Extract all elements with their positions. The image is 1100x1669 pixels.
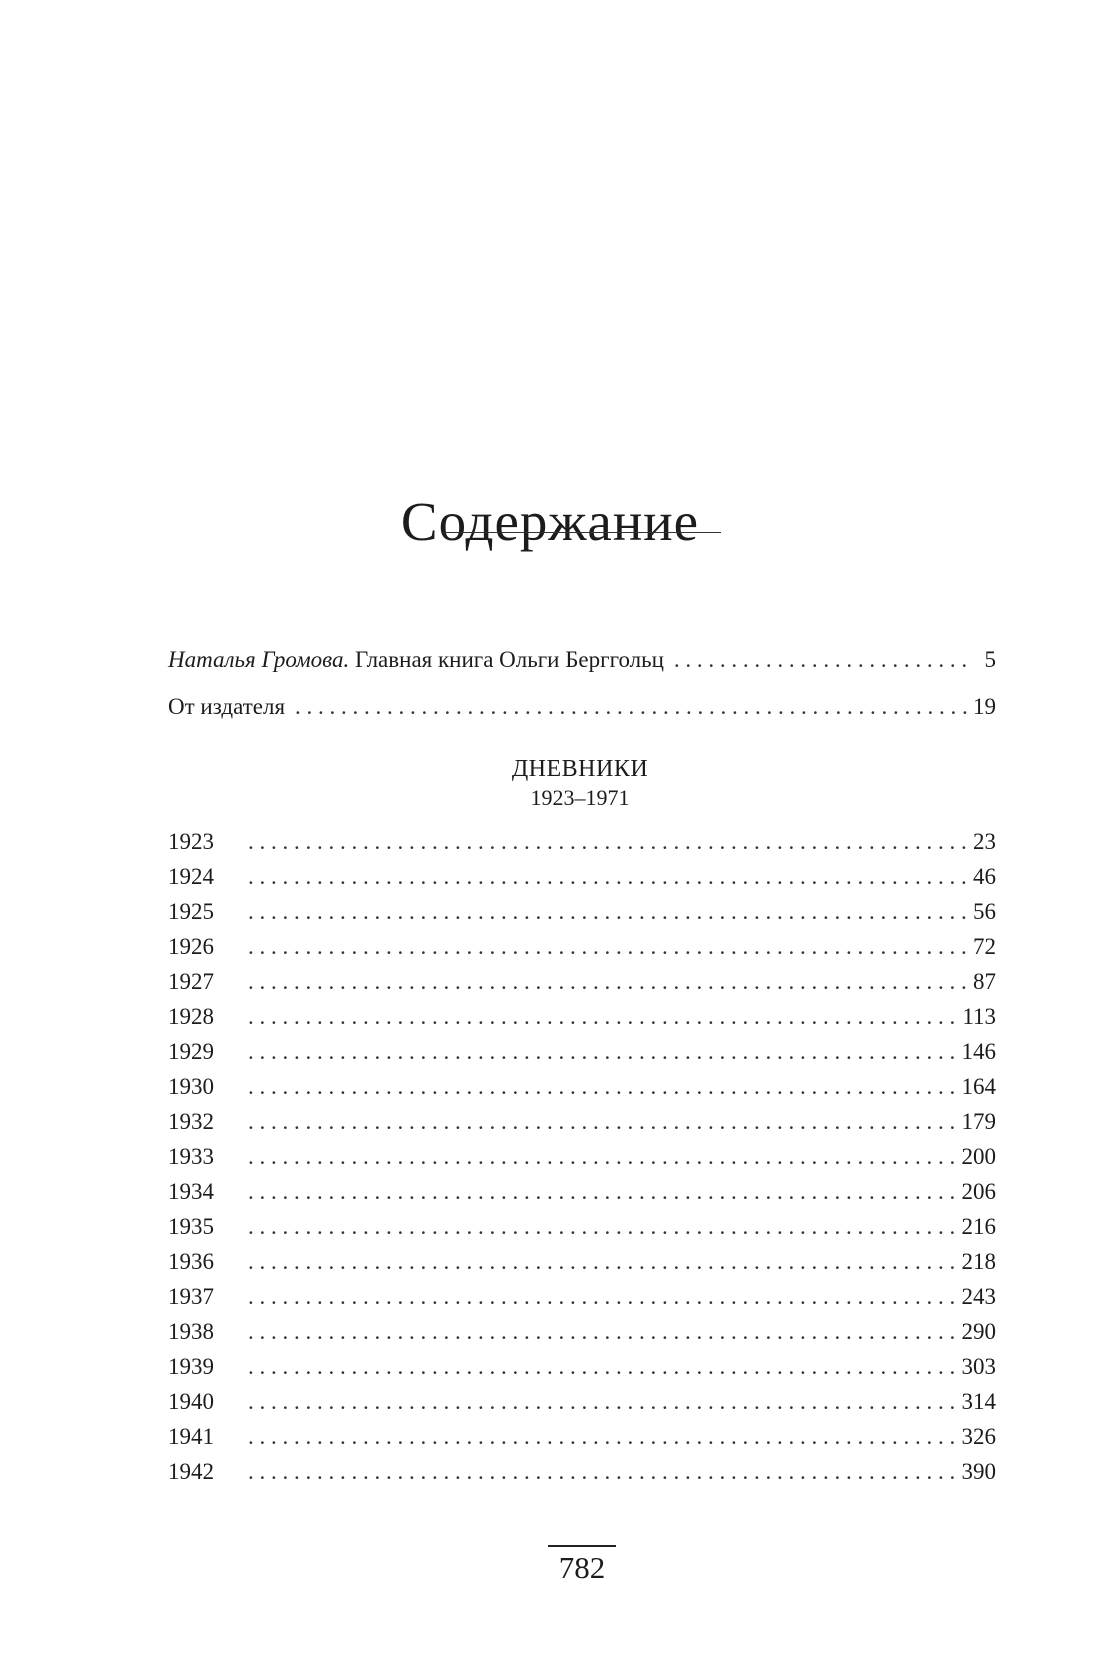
dot-leader: [248, 1072, 958, 1102]
toc-entry-page: 72: [973, 934, 996, 959]
dot-leader: [248, 1002, 958, 1032]
dot-leader: [248, 1387, 958, 1417]
toc-entry-year[interactable]: [168, 1422, 996, 1452]
toc-entry-page: 200: [961, 1144, 996, 1169]
toc-entry-year-label: 1928: [168, 1004, 214, 1029]
toc-entry-page: 113: [962, 1004, 996, 1029]
toc-entry-year-label: 1933: [168, 1144, 214, 1169]
toc-entry-year[interactable]: [168, 1247, 996, 1277]
toc-entry-year[interactable]: [168, 1212, 996, 1242]
toc-entry-year[interactable]: [168, 1142, 996, 1172]
toc-entry-year-label: 1934: [168, 1179, 214, 1204]
toc-entry-year-label: 1942: [168, 1459, 214, 1484]
folio-rule: [548, 1545, 616, 1547]
toc-entry-year[interactable]: [168, 1317, 996, 1347]
toc-entry-intro[interactable]: [168, 645, 996, 675]
dot-leader: [248, 1317, 958, 1347]
toc-entry-year[interactable]: [168, 1177, 996, 1207]
dot-leader: [248, 967, 969, 997]
dot-leader: [248, 1457, 958, 1487]
toc-entry-year[interactable]: [168, 1072, 996, 1102]
dot-leader: [248, 827, 969, 857]
toc-entry-year[interactable]: [168, 1107, 996, 1137]
dot-leader: [248, 932, 969, 962]
page-title: Содержание: [400, 490, 700, 552]
toc-entry-year[interactable]: [168, 1387, 996, 1417]
toc-entry-page: 303: [961, 1354, 996, 1379]
toc-entry-title: Главная книга Ольги Берггольц: [355, 647, 664, 672]
section-heading: ДНЕВНИКИ: [511, 756, 649, 782]
dot-leader: [248, 1212, 958, 1242]
toc-entry-year[interactable]: [168, 1457, 996, 1487]
toc-entry-year-label: 1937: [168, 1284, 214, 1309]
toc-entry-year-label: 1940: [168, 1389, 214, 1414]
toc-entry-year-label: 1939: [168, 1354, 214, 1379]
toc-entry-year-label: 1936: [168, 1249, 214, 1274]
dot-leader: [248, 1037, 958, 1067]
section-subheading: 1923–1971: [530, 785, 630, 810]
dot-leader: [248, 1282, 958, 1312]
dot-leader: [295, 692, 969, 722]
dot-leader: [248, 1247, 958, 1277]
toc-entry-page: 146: [961, 1039, 996, 1064]
toc-entry-year[interactable]: [168, 827, 996, 857]
toc-entry-year[interactable]: [168, 1352, 996, 1382]
dot-leader: [248, 862, 969, 892]
toc-entry-page: 164: [961, 1074, 996, 1099]
toc-entry-page: 56: [973, 899, 996, 924]
title-rule: [443, 532, 721, 533]
toc-entry-year-label: 1938: [168, 1319, 214, 1344]
toc-entry-publisher-note[interactable]: [168, 692, 996, 722]
toc-entry-year-label: 1927: [168, 969, 214, 994]
toc-entry-year[interactable]: [168, 1282, 996, 1312]
toc-entry-page: 179: [961, 1109, 996, 1134]
dot-leader: [248, 1352, 958, 1382]
dot-leader: [248, 1177, 958, 1207]
dot-leader: [248, 1422, 958, 1452]
dot-leader: [248, 1107, 958, 1137]
toc-entry-page: 206: [961, 1179, 996, 1204]
toc-entry-page: 46: [973, 864, 996, 889]
toc-entry-year-label: 1930: [168, 1074, 214, 1099]
toc-entry-year[interactable]: [168, 862, 996, 892]
page-number: 782: [558, 1550, 606, 1585]
toc-entry-year[interactable]: [168, 1037, 996, 1067]
toc-entry-year[interactable]: [168, 897, 996, 927]
toc-entry-page: 5: [984, 647, 996, 672]
toc-entry-year-label: 1941: [168, 1424, 214, 1449]
toc-entry-page: 390: [961, 1459, 996, 1484]
toc-entry-year-label: 1935: [168, 1214, 214, 1239]
toc-entry-page: 87: [973, 969, 996, 994]
toc-entry-page: 216: [961, 1214, 996, 1239]
toc-entry-page: 218: [961, 1249, 996, 1274]
toc-entry-year[interactable]: [168, 932, 996, 962]
toc-entry-page: 314: [961, 1389, 996, 1414]
toc-entry-year-label: 1923: [168, 829, 214, 854]
toc-entry-title: От издателя: [168, 694, 286, 719]
toc-entry-author: Наталья Громова.: [168, 647, 350, 672]
dot-leader: [248, 897, 969, 927]
toc-entry-year[interactable]: [168, 1002, 996, 1032]
toc-entry-label: [168, 645, 664, 675]
toc-entry-year-label: 1932: [168, 1109, 214, 1134]
dot-leader: [248, 1142, 958, 1172]
toc-entry-page: 326: [961, 1424, 996, 1449]
toc-entry-page: 243: [961, 1284, 996, 1309]
toc-entry-page: 19: [973, 694, 996, 719]
toc-entry-year-label: 1924: [168, 864, 214, 889]
toc-entry-page: 290: [961, 1319, 996, 1344]
toc-entry-year[interactable]: [168, 967, 996, 997]
toc-entry-year-label: 1926: [168, 934, 214, 959]
toc-entry-page: 23: [973, 829, 996, 854]
dot-leader: [674, 645, 974, 675]
toc-entry-year-label: 1929: [168, 1039, 214, 1064]
toc-entry-year-label: 1925: [168, 899, 214, 924]
